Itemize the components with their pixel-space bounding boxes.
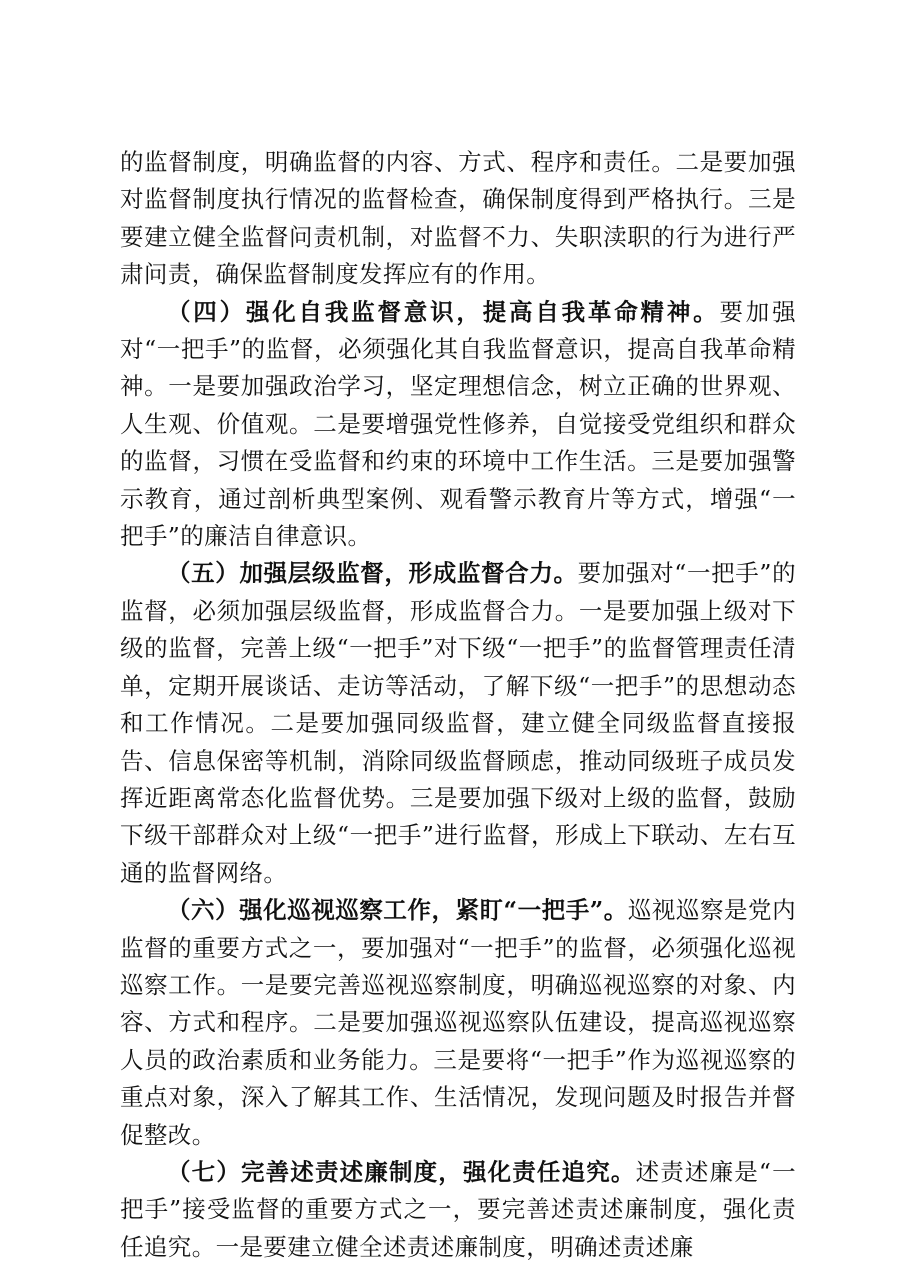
paragraph-section-5 bbox=[120, 555, 796, 892]
paragraph-continuation bbox=[120, 144, 796, 294]
section-heading: （五）加强层级监督，形成监督合力。 bbox=[167, 559, 578, 588]
document-body bbox=[120, 144, 796, 1266]
paragraph-text: 要加强对“一把手”的监督，必须加强层级监督，形成监督合力。一是要加强上级对下级的监督，完善上级“一把手”对下级“一把手”的监督管理责任清单，定期开展谈话、走访等活动，了解下级“一把手”的思想动态和工作情况。二是要加强同级监督，建立健全同级监督直接报告、信息保密等机制，消除同级监督顾虑，推动同级班子成员发挥近距离常态化监督优势。三是要加强下级对上级的监督，鼓励下级干部群众对上级“一把手”进行监督，形成上下联动、左右互通的监督网络。 bbox=[120, 559, 796, 887]
paragraph-section-6 bbox=[120, 892, 796, 1154]
section-heading: （七）完善述责述廉制度，强化责任追究。 bbox=[167, 1157, 636, 1186]
paragraph-section-7 bbox=[120, 1154, 796, 1266]
section-heading: （六）强化巡视巡察工作，紧盯“一把手”。 bbox=[167, 896, 628, 925]
paragraph-section-4 bbox=[120, 294, 796, 556]
section-heading: （四）强化自我监督意识，提高自我革命精神。 bbox=[167, 297, 720, 326]
paragraph-text: 巡视巡察是党内监督的重要方式之一，要加强对“一把手”的监督，必须强化巡视巡察工作。一是要完善巡视巡察制度，明确巡视巡察的对象、内容、方式和程序。二是要加强巡视巡察队伍建设，提高巡视巡察人员的政治素质和业务能力。三是要将“一把手”作为巡视巡察的重点对象，深入了解其工作、生活情况，发现问题及时报告并督促整改。 bbox=[120, 896, 796, 1149]
paragraph-text: 要加强对“一把手”的监督，必须强化其自我监督意识，提高自我革命精神。一是要加强政治学习，坚定理想信念，树立正确的世界观、人生观、价值观。二是要增强党性修养，自觉接受党组织和群众的监督，习惯在受监督和约束的环境中工作生活。三是要加强警示教育，通过剖析典型案例、观看警示教育片等方式，增强“一把手”的廉洁自律意识。 bbox=[120, 297, 797, 551]
paragraph-text: 的监督制度，明确监督的内容、方式、程序和责任。二是要加强对监督制度执行情况的监督检查，确保制度得到严格执行。三是要建立健全监督问责机制，对监督不力、失职渎职的行为进行严肃问责，确保监督制度发挥应有的作用。 bbox=[120, 148, 796, 289]
paragraph-text: 述责述廉是“一把手”接受监督的重要方式之一，要完善述责述廉制度，强化责任追究。一是要建立健全述责述廉制度，明确述责述廉 bbox=[120, 1157, 796, 1261]
